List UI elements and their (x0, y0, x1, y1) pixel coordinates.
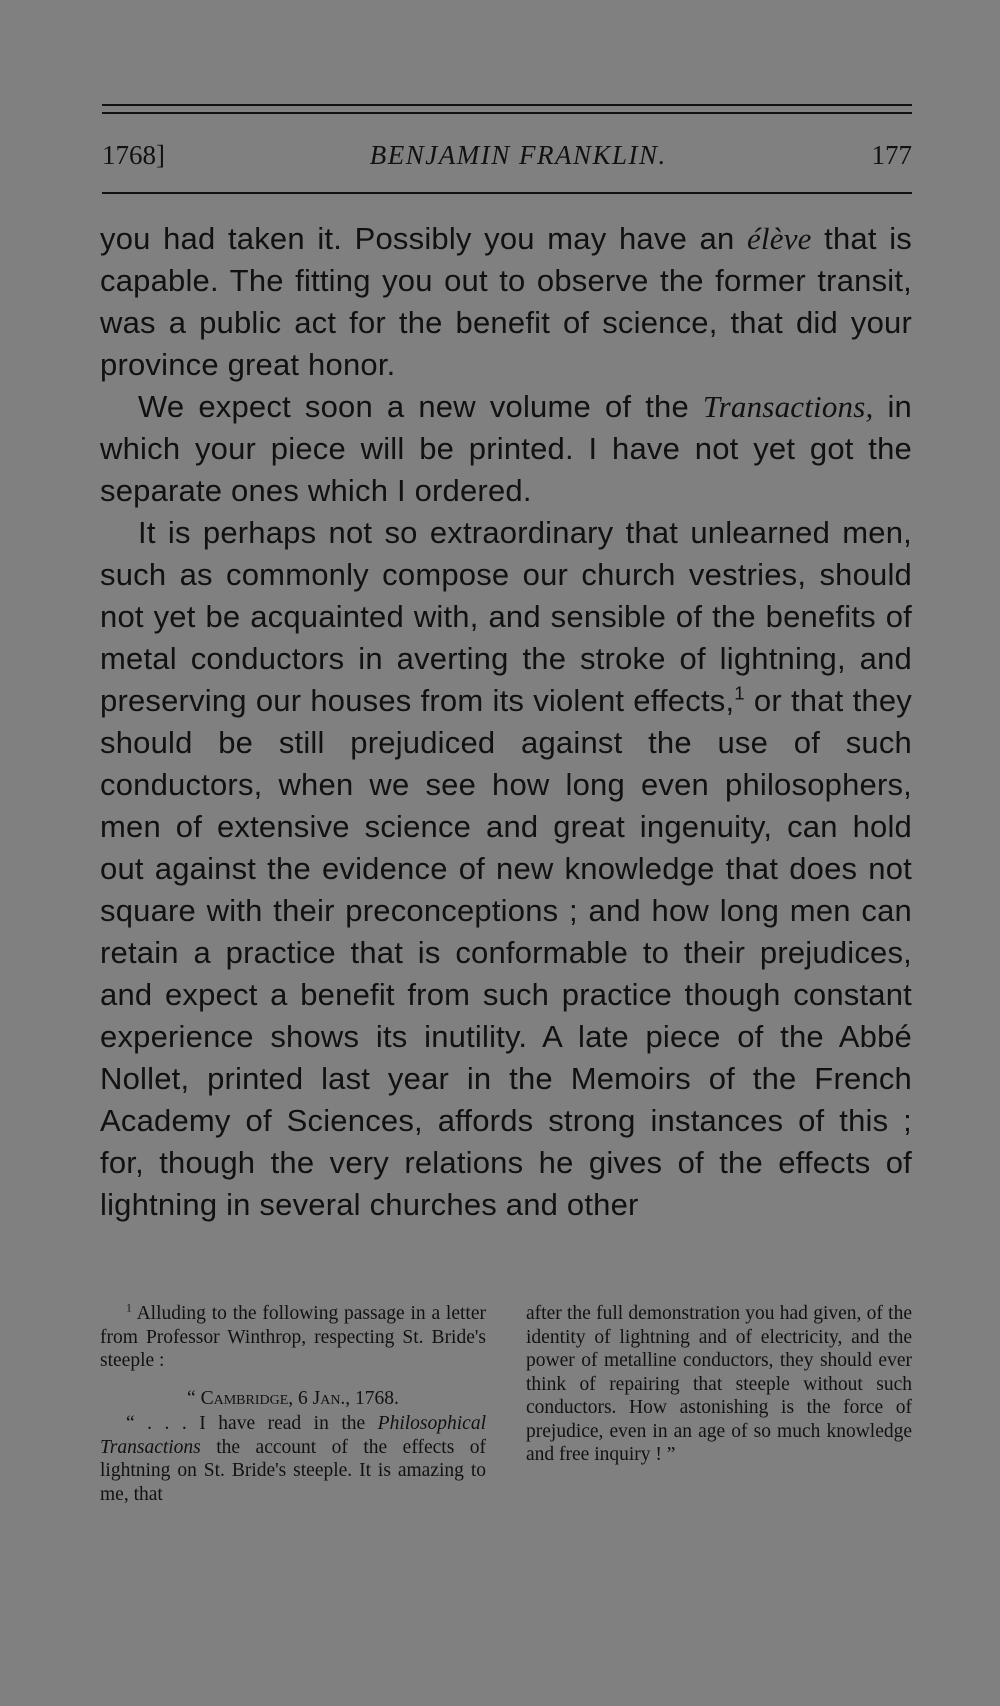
paragraph-3-text-a: It is perhaps not so extraordinary that unlearned men, such as commonly compose our church vestries, should not yet be acquainted with, and sensible of the benefits of metal conductors in averting the stroke of lightning, and preserving our houses from its violent effects, (100, 515, 912, 718)
footnote-continuation: after the full demonstration you had given, of the identity of lightning and of electricity, and the power of metalline conductors, they should ever think of repairing that steeple without such conductors. How astonishing is the force of prejudice, even in an age of so much knowledge and free inquiry ! ” (526, 1303, 912, 1465)
top-double-rule-lower (102, 112, 912, 114)
header-rule (102, 192, 912, 194)
paragraph-3-text-b: or that they should be still prejudiced against the use of such conductors, when we see how long even philosophers, men of extensive science and great ingenuity, can hold out against the evidence of new knowledge that does not square with their preconceptions ; and how long men can retain a practice that is conformable to their prejudices, and expect a benefit from such practice though constant experience shows its inutility. A late piece of the Abbé Nollet, printed last year in the Memoirs of the French Academy of Sciences, affords strong instances of this ; for, though the very relations he gives of the effects of lightning in several churches and other (100, 683, 912, 1222)
footnotes (100, 1302, 912, 1506)
footnote-reference: 1 (734, 682, 745, 704)
footnote-column-right (526, 1302, 912, 1506)
top-double-rule-upper (102, 104, 912, 106)
footnote-intro (100, 1302, 486, 1373)
header-year: 1768] (102, 140, 165, 170)
paragraph-3 (100, 512, 912, 1226)
paragraph-1 (100, 218, 912, 386)
footnote-quote (100, 1412, 486, 1506)
footnote-mark: 1 (126, 1301, 132, 1315)
running-header (102, 140, 912, 180)
footnote-column-left (100, 1302, 486, 1506)
paragraph-1-text-b: that is capable. The fitting you out to observe the former transit, was a public act for the benefit of science, that did your province great honor. (100, 221, 912, 382)
footnote-quote-text-a: “ . . . I have read in the (126, 1413, 378, 1434)
paragraph-2-italic: Transactions, (702, 389, 874, 424)
paragraph-1-italic: élève (746, 221, 812, 256)
footnote-dateline: “ Cambridge, 6 Jan., 1768. (187, 1387, 399, 1409)
page-number: 177 (871, 140, 912, 170)
paragraph-2-text-b: in which your piece will be printed. I have not yet got the separate ones which I ordered. (100, 389, 912, 508)
footnote-quote-text-b: the account of the effects of lightning on St. Bride's steeple. It is amazing to me, that (100, 1436, 486, 1505)
header-title: BENJAMIN FRANKLIN. (369, 140, 667, 170)
paragraph-2 (100, 386, 912, 512)
main-text (100, 218, 912, 1226)
paragraph-1-text-a: you had taken it. Possibly you may have an (100, 221, 747, 256)
footnote-quote-italic: Philosophical Transactions (100, 1413, 486, 1458)
paragraph-2-text-a: We expect soon a new volume of the (138, 389, 703, 424)
footnote-intro-text: Alluding to the following passage in a letter from Professor Winthrop, respecting St. Bride's steeple : (100, 1303, 486, 1371)
